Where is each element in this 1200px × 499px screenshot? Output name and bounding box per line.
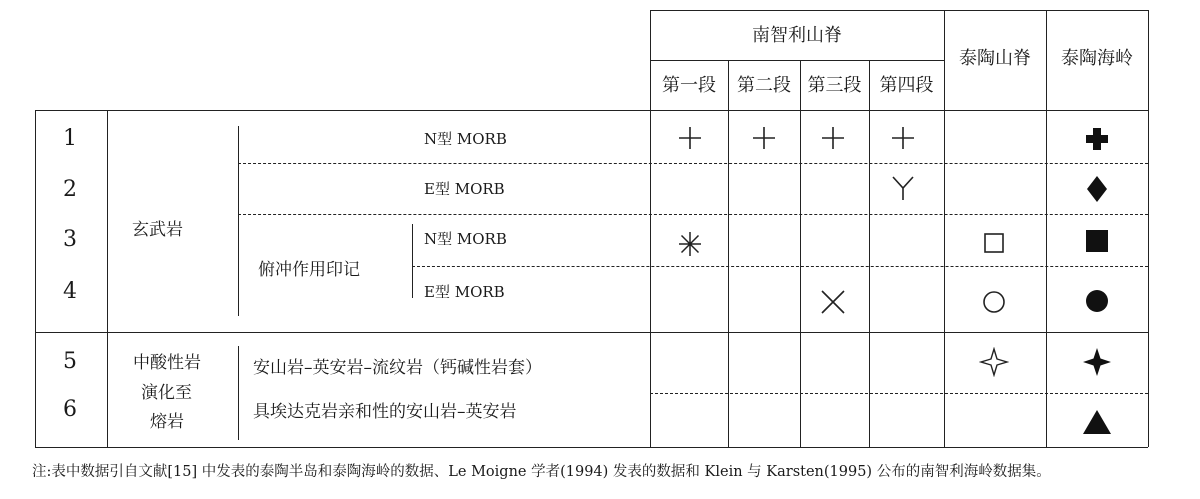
intermediate-acid-label-line1: 中酸性岩 — [133, 353, 201, 373]
row-number-6: 6 — [63, 397, 77, 422]
left-table-border — [35, 110, 36, 447]
filled-diamond-icon — [1082, 174, 1112, 204]
row-number-2: 2 — [63, 177, 77, 202]
basalt-subcategory-line — [238, 126, 239, 316]
segment2-left-border — [728, 60, 729, 447]
number-column-border — [107, 110, 108, 447]
thin-plus-icon — [888, 123, 918, 153]
row-number-3: 3 — [63, 227, 77, 252]
basalt-label: 玄武岩 — [132, 220, 183, 240]
table-bottom-border — [35, 447, 1148, 448]
intermediate-acid-label-line2: 演化至 — [141, 383, 192, 403]
adakite-affinity-label: 具埃达克岩亲和性的安山岩–英安岩 — [253, 402, 517, 422]
open-square-icon — [979, 228, 1009, 258]
row-number-5: 5 — [63, 349, 77, 374]
open-circle-icon — [979, 287, 1009, 317]
taitao-peninsula-left-border — [1046, 10, 1047, 447]
dashed-separator-row5-row6 — [650, 393, 1148, 394]
subduction-imprint-label: 俯冲作用印记 — [258, 260, 360, 280]
south-chile-ridge-header: 南智利山脊 — [752, 25, 842, 46]
taitao-ridge-header: 泰陶山脊 — [959, 48, 1031, 69]
e-morb-label-row2: E型 MORB — [424, 180, 505, 198]
asterisk-icon — [675, 229, 705, 259]
open-four-point-star-icon — [979, 347, 1009, 377]
segment-4-header: 第四段 — [879, 75, 934, 96]
thin-plus-icon — [675, 123, 705, 153]
right-table-border — [1148, 10, 1149, 447]
bold-cross-icon — [1082, 124, 1112, 154]
n-morb-label-row3: N型 MORB — [424, 230, 507, 248]
y-shape-icon — [888, 173, 918, 203]
header-top-border — [650, 10, 1148, 11]
basalt-section-bottom-border — [35, 332, 1148, 333]
intermediate-subcategory-line — [238, 346, 239, 440]
filled-four-point-star-icon — [1082, 347, 1112, 377]
x-cross-icon — [818, 287, 848, 317]
dashed-separator-row1-row2 — [238, 163, 1148, 164]
andesite-series-label: 安山岩–英安岩–流纹岩（钙碱性岩套） — [253, 358, 542, 378]
filled-triangle-icon — [1082, 407, 1112, 437]
taitao-peninsula-header: 泰陶海岭 — [1061, 48, 1133, 69]
thin-plus-icon — [749, 123, 779, 153]
filled-circle-icon — [1082, 286, 1112, 316]
table-header-bottom-border — [35, 110, 1148, 111]
segment-3-header: 第三段 — [807, 75, 862, 96]
segment4-left-border — [869, 60, 870, 447]
subduction-bracket-line — [412, 224, 413, 298]
table-footnote: 注:表中数据引自文献[15] 中发表的泰陶半岛和泰陶海岭的数据、Le Moigne 学者(1994) 发表的数据和 Klein 与 Karsten(1995) 公布的南智利海岭数据集。 — [32, 464, 1051, 480]
dashed-separator-row2-row3 — [238, 214, 1148, 215]
segment3-left-border — [800, 60, 801, 447]
row-number-1: 1 — [63, 126, 77, 151]
row-number-4: 4 — [63, 279, 77, 304]
segment-group-border — [650, 60, 944, 61]
e-morb-label-row4: E型 MORB — [424, 283, 505, 301]
segment-2-header: 第二段 — [737, 75, 791, 96]
segment-1-header: 第一段 — [662, 75, 716, 96]
taitao-ridge-left-border — [944, 10, 945, 447]
n-morb-label-row1: N型 MORB — [424, 130, 507, 148]
intermediate-acid-label-line3: 熔岩 — [150, 412, 184, 432]
dashed-separator-row3-row4 — [412, 266, 1148, 267]
filled-square-icon — [1082, 226, 1112, 256]
thin-plus-icon — [818, 123, 848, 153]
